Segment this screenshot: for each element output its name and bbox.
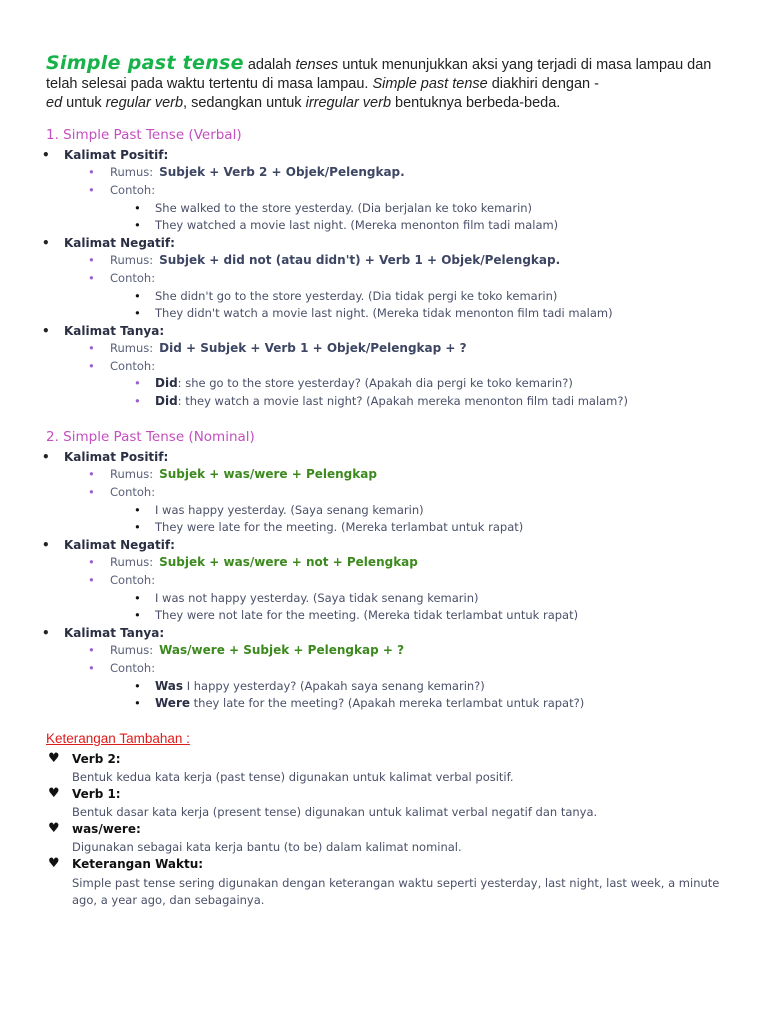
intro-paragraph: Simple past tense adalah tenses untuk menunjukkan aksi yang terjadi di masa lampau dan telah selesai pada waktu tertentu di masa lampau. Simple past tense diakhiri dengan - ed untuk regular verb, sedangkan untuk irregular verb bentuknya berbeda-beda. bbox=[46, 52, 712, 111]
group-label: • Kalimat Negatif: bbox=[64, 538, 175, 552]
formula-row: • Rumus: Subjek + was/were + not + Pelengkap bbox=[110, 555, 418, 569]
heart-icon: ♥ bbox=[48, 821, 60, 836]
contoh-label: • Contoh: bbox=[110, 485, 155, 499]
formula: Subjek + was/were + not + Pelengkap bbox=[159, 555, 418, 569]
keterangan-term: was/were: bbox=[72, 822, 141, 836]
keterangan-heading: Keterangan Tambahan : bbox=[46, 731, 190, 746]
example-item: • I was happy yesterday. (Saya senang kemarin) bbox=[155, 503, 424, 517]
formula-row: • Rumus: Subjek + did not (atau didn't) + Verb 1 + Objek/Pelengkap. bbox=[110, 253, 560, 267]
keterangan-desc: Simple past tense sering digunakan dengan keterangan waktu seperti yesterday, last night, last week, a minute ago, a year ago, dan sebagainya. bbox=[72, 876, 720, 907]
group-label: • Kalimat Tanya: bbox=[64, 626, 164, 640]
example-item: • They were late for the meeting. (Mereka terlambat untuk rapat) bbox=[155, 520, 523, 534]
formula: Subjek + Verb 2 + Objek/Pelengkap. bbox=[159, 165, 405, 179]
keterangan-desc: Bentuk kedua kata kerja (past tense) digunakan untuk kalimat verbal positif. bbox=[72, 770, 514, 784]
example-item: • They were not late for the meeting. (Mereka tidak terlambat untuk rapat) bbox=[155, 608, 578, 622]
section-heading-nominal: 2. Simple Past Tense (Nominal) bbox=[46, 429, 255, 445]
keterangan-term: Keterangan Waktu: bbox=[72, 857, 204, 871]
example-item: • Were they late for the meeting? (Apakah mereka terlambat untuk rapat?) bbox=[155, 696, 584, 710]
example-item: • They didn't watch a movie last night. (Mereka tidak menonton film tadi malam) bbox=[155, 306, 613, 320]
contoh-label: • Contoh: bbox=[110, 359, 155, 373]
example-item: • I was not happy yesterday. (Saya tidak senang kemarin) bbox=[155, 591, 478, 605]
heart-icon: ♥ bbox=[48, 786, 60, 801]
contoh-label: • Contoh: bbox=[110, 573, 155, 587]
example-item: • They watched a movie last night. (Mereka menonton film tadi malam) bbox=[155, 218, 558, 232]
formula: Was/were + Subjek + Pelengkap + ? bbox=[159, 643, 405, 657]
heart-icon: ♥ bbox=[48, 751, 60, 766]
group-label: • Kalimat Positif: bbox=[64, 450, 168, 464]
group-label: • Kalimat Tanya: bbox=[64, 324, 164, 338]
keterangan-desc: Digunakan sebagai kata kerja bantu (to be) dalam kalimat nominal. bbox=[72, 840, 462, 854]
example-item: • Did: they watch a movie last night? (Apakah mereka menonton film tadi malam?) bbox=[155, 394, 628, 408]
heart-icon: ♥ bbox=[48, 856, 60, 871]
contoh-label: • Contoh: bbox=[110, 661, 155, 675]
formula: Subjek + did not (atau didn't) + Verb 1 + Objek/Pelengkap. bbox=[159, 253, 561, 267]
example-item: • She didn't go to the store yesterday. (Dia tidak pergi ke toko kemarin) bbox=[155, 289, 557, 303]
formula-row: • Rumus: Did + Subjek + Verb 1 + Objek/Pelengkap + ? bbox=[110, 341, 467, 355]
formula-row: • Rumus: Subjek + was/were + Pelengkap bbox=[110, 467, 377, 481]
formula-row: • Rumus: Subjek + Verb 2 + Objek/Pelengkap. bbox=[110, 165, 405, 179]
formula: Subjek + was/were + Pelengkap bbox=[159, 467, 377, 481]
group-label: • Kalimat Positif: bbox=[64, 148, 168, 162]
keterangan-term: Verb 1: bbox=[72, 787, 121, 801]
keterangan-desc: Bentuk dasar kata kerja (present tense) digunakan untuk kalimat verbal negatif dan tanya. bbox=[72, 805, 598, 819]
example-item: • Was I happy yesterday? (Apakah saya senang kemarin?) bbox=[155, 679, 485, 693]
contoh-label: • Contoh: bbox=[110, 183, 155, 197]
formula-row: • Rumus: Was/were + Subjek + Pelengkap + ? bbox=[110, 643, 404, 657]
example-item: • Did: she go to the store yesterday? (Apakah dia pergi ke toko kemarin?) bbox=[155, 376, 573, 390]
example-item: • She walked to the store yesterday. (Dia berjalan ke toko kemarin) bbox=[155, 201, 532, 215]
keterangan-term: Verb 2: bbox=[72, 752, 121, 766]
contoh-label: • Contoh: bbox=[110, 271, 155, 285]
formula: Did + Subjek + Verb 1 + Objek/Pelengkap + ? bbox=[159, 341, 467, 355]
section-heading-verbal: 1. Simple Past Tense (Verbal) bbox=[46, 127, 242, 143]
group-label: • Kalimat Negatif: bbox=[64, 236, 175, 250]
intro-title: Simple past tense bbox=[46, 52, 244, 74]
